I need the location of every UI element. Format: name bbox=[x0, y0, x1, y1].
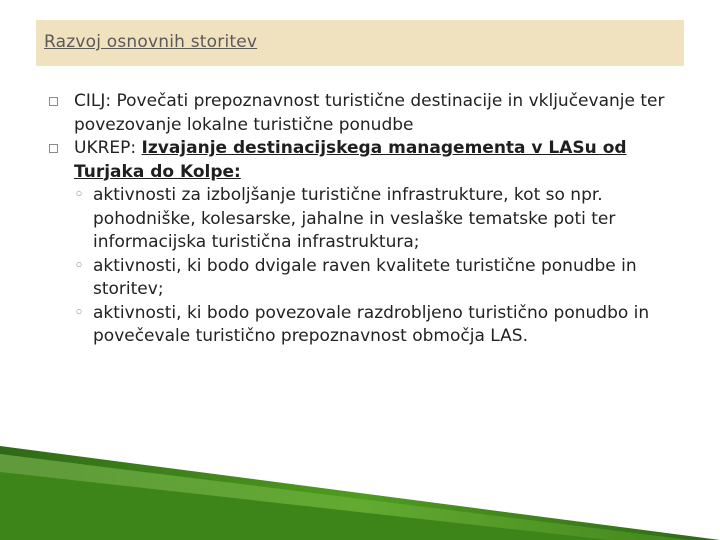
decorative-green-stripe bbox=[0, 446, 720, 540]
square-bullet-icon bbox=[49, 97, 58, 106]
square-bullet-icon bbox=[49, 144, 58, 153]
measure-title: Izvajanje destinacijskega managementa v LASu od Turjaka do Kolpe: bbox=[74, 138, 627, 182]
title-bar bbox=[36, 20, 684, 66]
stripe-highlight bbox=[0, 454, 690, 540]
measure-sublist bbox=[74, 184, 698, 349]
slide-content bbox=[48, 90, 698, 349]
circle-bullet-icon: ◦ bbox=[74, 185, 85, 205]
bullet-measure bbox=[48, 137, 698, 349]
circle-bullet-icon: ◦ bbox=[74, 302, 85, 323]
bullet-goal bbox=[48, 90, 698, 137]
stripe-back bbox=[0, 446, 720, 540]
sublist-item-text: aktivnosti, ki bodo povezovale razdrobljeno turistično ponudbo in povečevale turistično prepoznavnost območja LAS. bbox=[93, 302, 650, 346]
stripe-front bbox=[0, 472, 610, 540]
goal-text: CILJ: Povečati prepoznavnost turistične destinacije in vključevanje ter povezovanje lokalne turistične ponudbe bbox=[74, 91, 665, 135]
measure-prefix: UKREP: bbox=[74, 138, 142, 158]
sublist-item bbox=[74, 184, 698, 255]
sublist-item-text: aktivnosti za izboljšanje turistične infrastrukture, kot so npr. pohodniške, kolesarske, jahalne in veslaške tematske poti ter informacijska turistična infrastruktura; bbox=[93, 185, 616, 252]
slide-title: Razvoj osnovnih storitev bbox=[44, 32, 258, 52]
circle-bullet-icon: ◦ bbox=[74, 255, 85, 276]
sublist-item-text: aktivnosti, ki bodo dvigale raven kvalitete turistične ponudbe in storitev; bbox=[93, 255, 637, 299]
sublist-item bbox=[74, 255, 698, 302]
sublist-item bbox=[74, 302, 698, 349]
